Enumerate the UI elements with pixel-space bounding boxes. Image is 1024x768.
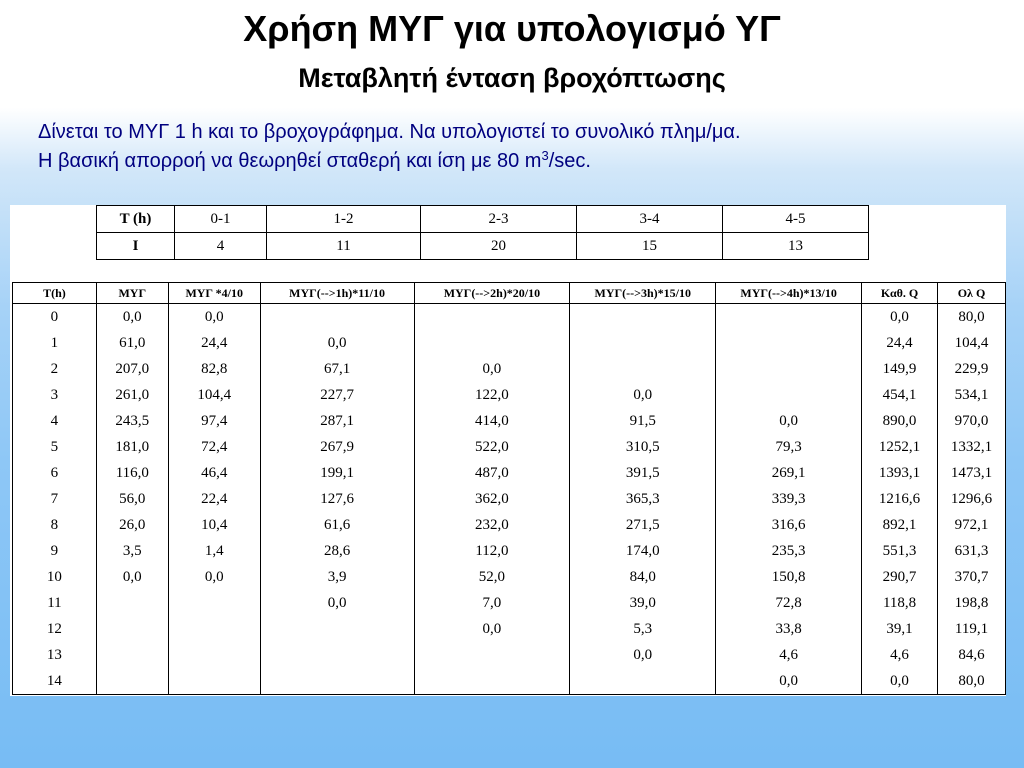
table-row	[13, 486, 1006, 512]
table-cell: 181,0	[96, 434, 168, 460]
table-cell	[414, 330, 570, 356]
table-row	[13, 564, 1006, 590]
table-cell: 4,6	[716, 642, 862, 668]
table-cell: 7,0	[414, 590, 570, 616]
table-cell: 33,8	[716, 616, 862, 642]
table-cell: 290,7	[862, 564, 938, 590]
table-cell	[414, 668, 570, 695]
table-cell: 56,0	[96, 486, 168, 512]
table-cell: 454,1	[862, 382, 938, 408]
column-header: ΜΥΓ(-->3h)*15/10	[570, 283, 716, 304]
rainfall-interval: 3-4	[577, 206, 723, 233]
table-cell: 6	[13, 460, 97, 486]
table-cell	[570, 668, 716, 695]
table-cell: 1,4	[168, 538, 260, 564]
table-row	[13, 512, 1006, 538]
table-cell: 261,0	[96, 382, 168, 408]
table-cell: 116,0	[96, 460, 168, 486]
table-cell: 0	[13, 304, 97, 331]
table-cell: 1	[13, 330, 97, 356]
table-row	[13, 642, 1006, 668]
column-header: Καθ. Q	[862, 283, 938, 304]
table-cell	[168, 642, 260, 668]
table-cell: 232,0	[414, 512, 570, 538]
rainfall-time-label: T (h)	[97, 206, 175, 233]
table-row	[13, 668, 1006, 695]
table-cell: 13	[13, 642, 97, 668]
table-cell	[716, 304, 862, 331]
table-row	[13, 330, 1006, 356]
table-cell: 80,0	[938, 668, 1006, 695]
table-cell: 67,1	[260, 356, 414, 382]
table-cell: 7	[13, 486, 97, 512]
table-cell: 119,1	[938, 616, 1006, 642]
table-cell: 229,9	[938, 356, 1006, 382]
rainfall-intensity-label: I	[97, 233, 175, 260]
table-cell: 4,6	[862, 642, 938, 668]
table-cell	[260, 616, 414, 642]
table-row	[13, 434, 1006, 460]
rainfall-intensity: 11	[267, 233, 421, 260]
problem-line-2	[38, 147, 998, 176]
table-row	[13, 304, 1006, 331]
rainfall-intensity: 13	[723, 233, 869, 260]
table-cell: 72,8	[716, 590, 862, 616]
table-cell	[260, 304, 414, 331]
table-cell: 198,8	[938, 590, 1006, 616]
rainfall-interval: 2-3	[421, 206, 577, 233]
rainfall-interval: 0-1	[175, 206, 267, 233]
slide-title: Χρήση ΜΥΓ για υπολογισμό ΥΓ	[243, 8, 781, 49]
column-header: ΜΥΓ(-->1h)*11/10	[260, 283, 414, 304]
table-cell: 522,0	[414, 434, 570, 460]
table-cell: 1393,1	[862, 460, 938, 486]
table-cell: 3,9	[260, 564, 414, 590]
table-cell: 14	[13, 668, 97, 695]
problem-statement	[38, 118, 998, 176]
table-cell: 2	[13, 356, 97, 382]
table-cell: 24,4	[862, 330, 938, 356]
rainfall-intensity-row	[97, 233, 869, 260]
table-cell: 0,0	[716, 668, 862, 695]
table-cell: 0,0	[260, 330, 414, 356]
table-cell: 414,0	[414, 408, 570, 434]
table-cell	[260, 642, 414, 668]
table-cell: 4	[13, 408, 97, 434]
table-cell	[96, 668, 168, 695]
table-cell: 104,4	[938, 330, 1006, 356]
table-cell: 972,1	[938, 512, 1006, 538]
table-row	[13, 538, 1006, 564]
table-cell: 80,0	[938, 304, 1006, 331]
table-cell: 9	[13, 538, 97, 564]
table-cell: 84,0	[570, 564, 716, 590]
table-cell	[716, 382, 862, 408]
table-cell: 199,1	[260, 460, 414, 486]
rainfall-intensity: 20	[421, 233, 577, 260]
slide-subtitle: Μεταβλητή ένταση βροχόπτωσης	[298, 63, 726, 93]
table-cell: 12	[13, 616, 97, 642]
table-cell: 3	[13, 382, 97, 408]
rainfall-interval: 1-2	[267, 206, 421, 233]
table-cell	[96, 590, 168, 616]
table-cell	[716, 330, 862, 356]
table-cell: 91,5	[570, 408, 716, 434]
table-cell	[260, 668, 414, 695]
table-cell: 46,4	[168, 460, 260, 486]
table-cell: 0,0	[96, 304, 168, 331]
table-cell: 362,0	[414, 486, 570, 512]
table-cell	[716, 356, 862, 382]
table-cell: 11	[13, 590, 97, 616]
table-cell: 122,0	[414, 382, 570, 408]
table-cell: 97,4	[168, 408, 260, 434]
table-cell: 1252,1	[862, 434, 938, 460]
table-cell: 10	[13, 564, 97, 590]
table-cell: 890,0	[862, 408, 938, 434]
table-cell: 271,5	[570, 512, 716, 538]
table-cell: 118,8	[862, 590, 938, 616]
rainfall-time-row	[97, 206, 869, 233]
table-row	[13, 616, 1006, 642]
rainfall-intensity: 4	[175, 233, 267, 260]
table-cell: 28,6	[260, 538, 414, 564]
table-cell: 970,0	[938, 408, 1006, 434]
table-row	[13, 382, 1006, 408]
hydrograph-body	[13, 304, 1006, 695]
table-cell	[168, 590, 260, 616]
table-cell: 5,3	[570, 616, 716, 642]
table-cell: 127,6	[260, 486, 414, 512]
table-cell: 0,0	[570, 382, 716, 408]
cubic-exponent: 3	[541, 148, 549, 163]
column-header: ΜΥΓ *4/10	[168, 283, 260, 304]
table-cell: 534,1	[938, 382, 1006, 408]
table-row	[13, 408, 1006, 434]
table-cell: 26,0	[96, 512, 168, 538]
table-cell: 0,0	[862, 304, 938, 331]
table-cell: 207,0	[96, 356, 168, 382]
table-cell: 22,4	[168, 486, 260, 512]
table-cell: 84,6	[938, 642, 1006, 668]
table-cell: 5	[13, 434, 97, 460]
table-cell: 112,0	[414, 538, 570, 564]
table-cell	[570, 304, 716, 331]
table-cell	[414, 642, 570, 668]
table-cell: 52,0	[414, 564, 570, 590]
table-cell: 0,0	[862, 668, 938, 695]
rainfall-table	[96, 205, 869, 260]
table-cell: 339,3	[716, 486, 862, 512]
table-cell: 0,0	[570, 642, 716, 668]
table-cell: 39,0	[570, 590, 716, 616]
column-header: T(h)	[13, 283, 97, 304]
table-cell: 39,1	[862, 616, 938, 642]
table-cell: 10,4	[168, 512, 260, 538]
table-cell: 370,7	[938, 564, 1006, 590]
problem-line-2-unit: /sec.	[548, 150, 591, 172]
table-cell	[168, 616, 260, 642]
table-cell: 310,5	[570, 434, 716, 460]
hydrograph-header-row	[13, 283, 1006, 304]
table-cell: 0,0	[414, 616, 570, 642]
rainfall-intensity: 15	[577, 233, 723, 260]
table-cell: 227,7	[260, 382, 414, 408]
table-cell: 1216,6	[862, 486, 938, 512]
table-cell	[96, 616, 168, 642]
table-row	[13, 460, 1006, 486]
table-cell: 104,4	[168, 382, 260, 408]
table-cell: 365,3	[570, 486, 716, 512]
table-cell: 79,3	[716, 434, 862, 460]
hydrograph-table	[12, 282, 1006, 695]
table-cell: 0,0	[716, 408, 862, 434]
table-row	[13, 356, 1006, 382]
table-cell: 287,1	[260, 408, 414, 434]
table-cell: 487,0	[414, 460, 570, 486]
table-cell: 82,8	[168, 356, 260, 382]
table-cell: 243,5	[96, 408, 168, 434]
table-cell	[96, 642, 168, 668]
table-cell: 0,0	[260, 590, 414, 616]
table-cell: 61,6	[260, 512, 414, 538]
table-cell: 892,1	[862, 512, 938, 538]
table-cell	[168, 668, 260, 695]
table-cell: 0,0	[168, 304, 260, 331]
table-cell: 0,0	[96, 564, 168, 590]
table-cell: 150,8	[716, 564, 862, 590]
table-cell: 235,3	[716, 538, 862, 564]
table-cell: 61,0	[96, 330, 168, 356]
table-cell: 551,3	[862, 538, 938, 564]
table-cell: 3,5	[96, 538, 168, 564]
table-cell: 0,0	[168, 564, 260, 590]
table-cell: 174,0	[570, 538, 716, 564]
rainfall-interval: 4-5	[723, 206, 869, 233]
table-cell: 267,9	[260, 434, 414, 460]
column-header: ΜΥΓ(-->2h)*20/10	[414, 283, 570, 304]
table-cell: 631,3	[938, 538, 1006, 564]
column-header: ΜΥΓ(-->4h)*13/10	[716, 283, 862, 304]
table-cell: 72,4	[168, 434, 260, 460]
table-cell: 24,4	[168, 330, 260, 356]
table-cell: 8	[13, 512, 97, 538]
table-cell: 1473,1	[938, 460, 1006, 486]
problem-line-2-text: Η βασική απορροή να θεωρηθεί σταθερή και ίση με 80 m	[38, 150, 542, 172]
problem-line-1: Δίνεται το ΜΥΓ 1 h και το βροχογράφημα. Να υπολογιστεί το συνολικό πλημ/μα.	[38, 121, 741, 143]
table-cell	[414, 304, 570, 331]
column-header: ΜΥΓ	[96, 283, 168, 304]
table-cell: 149,9	[862, 356, 938, 382]
table-cell: 1296,6	[938, 486, 1006, 512]
table-cell: 316,6	[716, 512, 862, 538]
table-row	[13, 590, 1006, 616]
table-cell: 391,5	[570, 460, 716, 486]
table-cell: 0,0	[414, 356, 570, 382]
table-cell	[570, 356, 716, 382]
table-cell: 269,1	[716, 460, 862, 486]
table-cell	[570, 330, 716, 356]
column-header: Ολ Q	[938, 283, 1006, 304]
tables-panel	[10, 205, 1006, 696]
table-cell: 1332,1	[938, 434, 1006, 460]
